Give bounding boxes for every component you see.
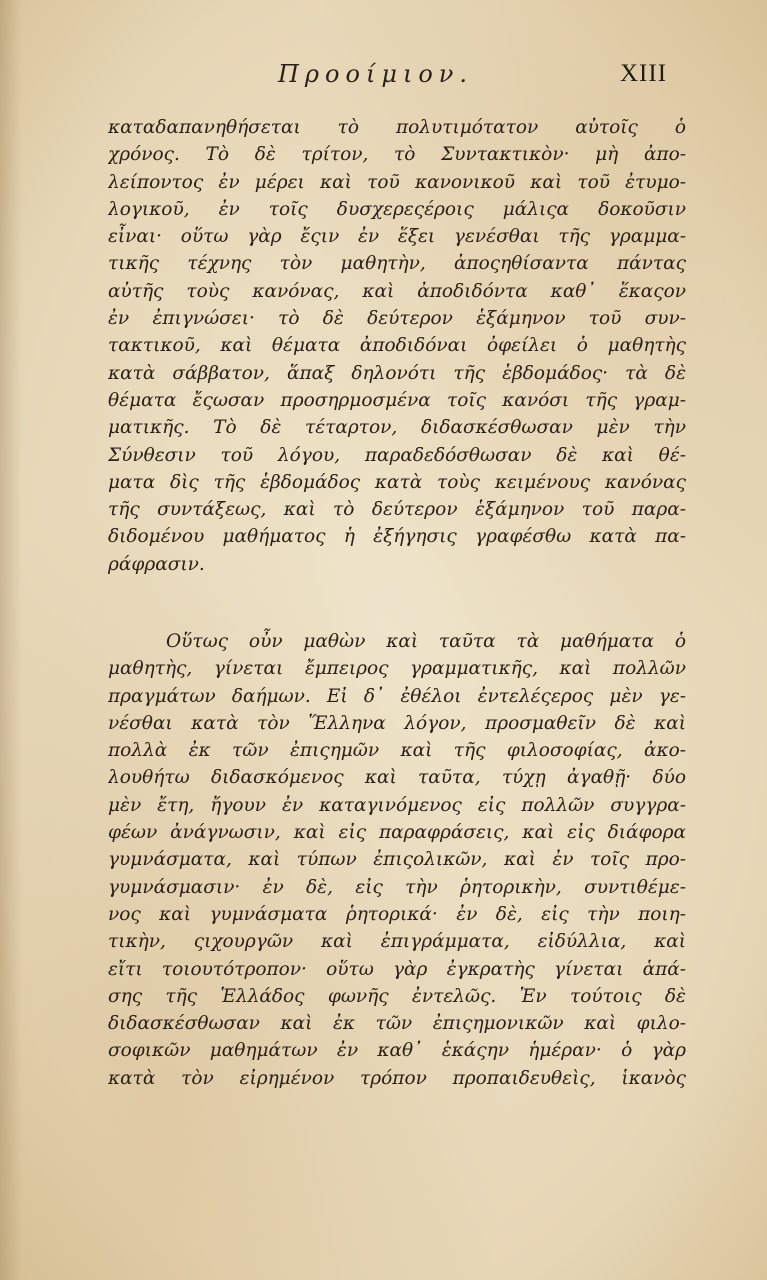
text-line: κατὰ σάββατον, ἅπαξ δηλονότι τῆς ἑβδομάδος· τὰ δὲ [108,362,686,384]
text-line: κατὰ τὸν εἰρημένον τρόπον προπαιδευθεὶς, ἱκανὸς [108,1067,686,1089]
text-line: τικῆς τέχνης τὸν μαθητὴν, ἀποςηθίσαντα πάντας [108,253,686,275]
text-line: διδασκέσθωσαν καὶ ἐκ τῶν ἐπιςημονικῶν καὶ φιλο- [108,1013,686,1035]
text-line: ματα δὶς τῆς ἑβδομάδος κατὰ τοὺς κειμένους κανόνας [108,471,686,493]
text-line: τικὴν, ςιχουργῶν καὶ ἐπιγράμματα, εἰδύλλια, καὶ [108,931,686,953]
text-line: ματικῆς. Τὸ δὲ τέταρτον, διδασκέσθωσαν μὲν τὴν [108,417,686,439]
text-line: εἴτι τοιουτότροπον· οὕτω γὰρ ἐγκρατὴς γίνεται ἁπά- [108,958,686,980]
text-line: Σύνθεσιν τοῦ λόγου, παραδεδόσθωσαν δὲ καὶ θέ- [108,444,686,466]
text-line: σοφικῶν μαθημάτων ἐν καθ᾽ ἑκάςην ἡμέραν· ὁ γὰρ [108,1040,686,1062]
text-line: νέσθαι κατὰ τὸν Ἕλληνα λόγον, προσμαθεῖν δὲ καὶ [108,712,686,734]
text-line: λογικοῦ, ἐν τοῖς δυσχερεςέροις μάλιςα δοκοῦσιν [108,198,686,220]
text-line: εἶναι· οὕτω γὰρ ἔςιν ἐν ἕξει γενέσθαι τῆς γραμμα- [108,226,686,248]
text-line: νος καὶ γυμνάσματα ῥητορικά· ἐν δὲ, εἰς τὴν ποιη- [108,903,686,925]
text-line: Οὕτως οὖν μαθὼν καὶ ταῦτα τὰ μαθήματα ὁ [166,631,686,652]
text-line: θέματα ἔςωσαν προσηρμοσμένα τοῖς κανόσι τῆς γραμ- [108,389,686,411]
running-title: Προοίμιον. [278,60,474,88]
page-edge-shadow [0,0,22,1280]
text-line: καταδαπανηθήσεται τὸ πολυτιμότατον αὐτοῖς ὁ [108,117,686,138]
text-line: ἐν ἐπιγνώσει· τὸ δὲ δεύτερον ἑξάμηνον τοῦ συν- [108,308,686,330]
text-line: τακτικοῦ, καὶ θέματα ἀποδιδόναι ὀφείλει ὁ μαθητὴς [108,335,686,357]
text-line: γυμνάσματα, καὶ τύπων ἐπιςολικῶν, καὶ ἐν τοῖς προ- [108,849,686,871]
page-header [0,60,767,94]
text-line: ράφρασιν. [108,553,205,575]
paragraph-2 [108,628,686,1092]
text-line: μὲν ἔτη, ἤγουν ἐν καταγινόμενος εἰς πολλῶν συγγρα- [108,794,686,816]
paragraph-1 [108,114,686,578]
text-line: φέων ἀνάγνωσιν, καὶ εἰς παραφράσεις, καὶ εἰς διάφορα [108,822,686,844]
text-line: λουθήτω διδασκόμενος καὶ ταῦτα, τύχῃ ἀγαθῇ· δύο [108,767,686,789]
text-line: πολλὰ ἐκ τῶν ἐπιςημῶν καὶ τῆς φιλοσοφίας, ἀκο- [108,740,686,762]
text-line: πραγμάτων δαήμων. Εἰ δ᾽ ἐθέλοι ἐντελέςερος μὲν γε- [108,685,686,707]
text-line: αὐτῆς τοὺς κανόνας, καὶ ἀποδιδόντα καθ᾽ ἕκαςον [108,280,686,302]
text-line: μαθητὴς, γίνεται ἔμπειρος γραμματικῆς, καὶ πολλῶν [108,658,686,680]
text-line: χρόνος. Τὸ δὲ τρίτον, τὸ Συντακτικὸν· μὴ ἀπο- [108,144,686,166]
text-line: σης τῆς Ἑλλάδος φωνῆς ἐντελῶς. Ἐν τούτοις δὲ [108,985,686,1007]
text-line: λείποντος ἐν μέρει καὶ τοῦ κανονικοῦ καὶ τοῦ ἐτυμο- [108,171,686,193]
text-line: τῆς συντάξεως, καὶ τὸ δεύτερον ἑξάμηνον τοῦ παρα- [108,499,686,521]
text-line: διδομένου μαθήματος ἡ ἐξήγησις γραφέσθω κατὰ πα- [108,526,686,548]
text-line: γυμνάσμασιν· ἐν δὲ, εἰς τὴν ῥητορικὴν, συντιθέμε- [108,876,686,898]
page-number: XIII [620,60,668,87]
